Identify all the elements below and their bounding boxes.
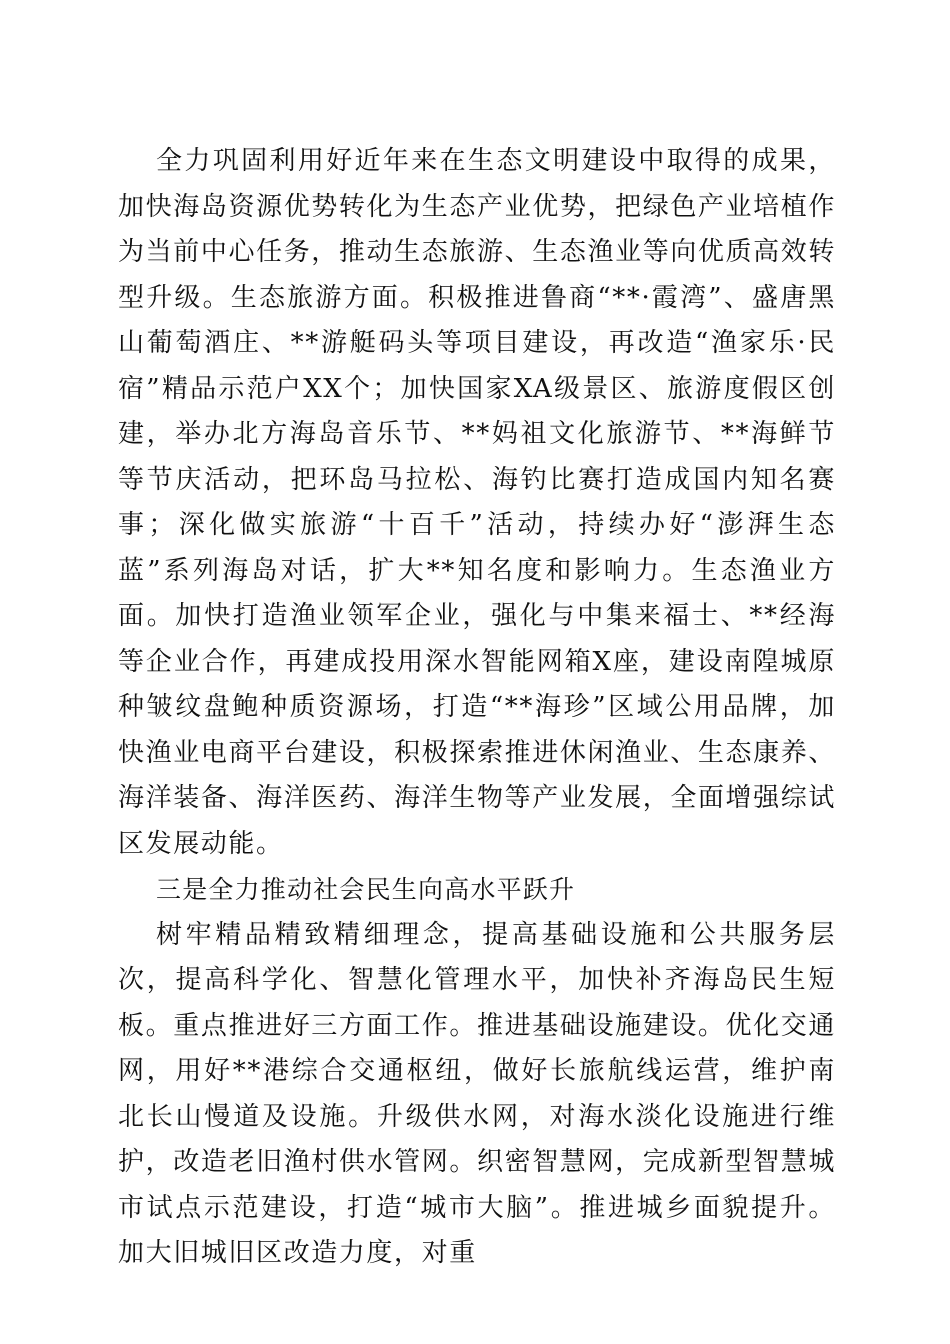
section-heading-livelihood: 三是全力推动社会民生向高水平跃升 — [156, 875, 576, 904]
paragraph-livelihood: 树牢精品精致精细理念，提高基础设施和公共服务层次，提高科学化、智慧化管理水平，加快补齐海岛民生短板。重点推进好三方面工作。推进基础设施建设。优化交通网，用好**港综合交通枢纽，做好长旅航线运营，维护南北长山慢道及设施。升级供水网，对海水淡化设施进行维护，改造老旧渔村供水管网。织密智慧网，完成新型智慧城市试点示范建设，打造“城市大脑”。推进城乡面貌提升。加大旧城旧区改造力度，对重 — [118, 919, 836, 1268]
document-body — [118, 139, 836, 1277]
paragraph-ecology-industry: 全力巩固利用好近年来在生态文明建设中取得的成果，加快海岛资源优势转化为生态产业优势，把绿色产业培植作为当前中心任务，推动生态旅游、生态渔业等向优质高效转型升级。生态旅游方面。积极推进鲁商“**·霞湾”、盛唐黑山葡萄酒庄、**游艇码头等项目建设，再改造“渔家乐·民宿”精品示范户XX个；加快国家XA级景区、旅游度假区创建，举办北方海岛音乐节、**妈祖文化旅游节、**海鲜节等节庆活动，把环岛马拉松、海钓比赛打造成国内知名赛事；深化做实旅游“十百千”活动，持续办好“澎湃生态蓝”系列海岛对话，扩大**知名度和影响力。生态渔业方面。加快打造渔业领军企业，强化与中集来福士、**经海等企业合作，再建成投用深水智能网箱X座，建设南隍城原种皱纹盘鲍种质资源场，打造“**海珍”区域公用品牌，加快渔业电商平台建设，积极探索推进休闲渔业、生态康养、海洋装备、海洋医药、海洋生物等产业发展，全面增强综试区发展动能。 — [118, 146, 836, 859]
